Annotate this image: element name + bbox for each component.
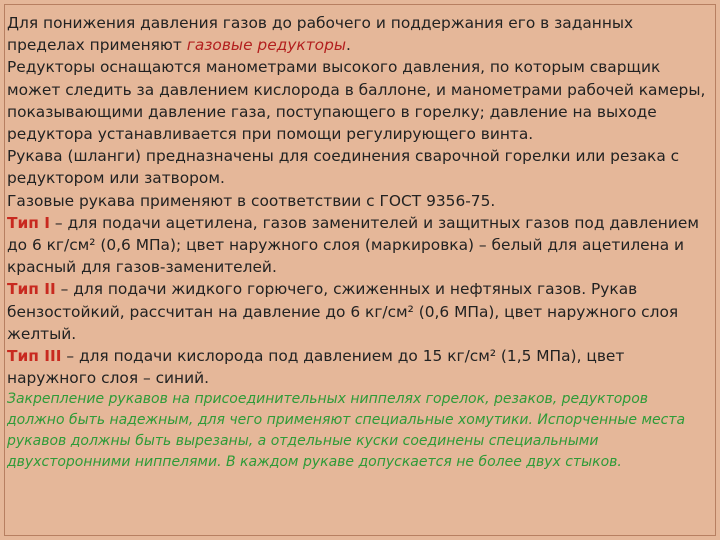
- paragraph-gost: [7, 190, 708, 212]
- paragraph-type-1: [7, 212, 708, 279]
- slide-content: [7, 12, 708, 473]
- paragraph-note: [7, 389, 708, 473]
- type-3-label: Тип III: [7, 347, 62, 366]
- note-text: Закрепление рукавов на присоединительных ниппелях горелок, резаков, редукторов должно быть надежным, для чего применяют специальные хомутики. Испорченные места рукавов должны быть вырезаны, а отдельные куски соединены специальными двухсторонними ниппелями. В каждом рукаве допускается не более двух стыков.: [7, 391, 686, 471]
- paragraph-intro-text: Для понижения давления газов до рабочего и поддержания его в заданных пределах применяют: [7, 14, 634, 55]
- type-2-text: – для подачи жидкого горючего, сжиженных и нефтяных газов. Рукав бензостойкий, рассчитан на давление до 6 кг/см² (0,6 МПа), цвет наружного слоя желтый.: [7, 280, 679, 343]
- paragraph-type-3: [7, 345, 708, 389]
- paragraph-hoses: [7, 145, 708, 189]
- type-3-text: – для подачи кислорода под давлением до 15 кг/см² (1,5 МПа), цвет наружного слоя – синий.: [7, 347, 625, 388]
- paragraph-reducers: [7, 56, 708, 145]
- type-2-label: Тип II: [7, 280, 56, 299]
- paragraph-intro-end: .: [346, 36, 351, 55]
- paragraph-intro: [7, 12, 708, 56]
- gas-reducers-term: газовые редукторы: [186, 36, 347, 55]
- type-1-label: Тип I: [7, 213, 51, 232]
- paragraph-type-2: [7, 278, 708, 345]
- paragraph-reducers-text: Редукторы оснащаются манометрами высокого давления, по которым сварщик может следить за давлением кислорода в баллоне, и манометрами рабочей камеры, показывающими давление газа, поступающего в горелку; давление на выходе редуктора устанавливается при помощи регулирующего винта.: [7, 58, 706, 144]
- paragraph-hoses-text: Рукава (шланги) предназначены для соединения сварочной горелки или резака с редуктором или затвором.: [7, 147, 680, 188]
- paragraph-gost-text: Газовые рукава применяют в соответствии с ГОСТ 9356-75.: [7, 191, 496, 210]
- type-1-text: – для подачи ацетилена, газов заменителей и защитных газов под давлением до 6 кг/см² (0,6 МПа); цвет наружного слоя (маркировка) – белый для ацетилена и красный для газов-заменителей.: [7, 213, 699, 277]
